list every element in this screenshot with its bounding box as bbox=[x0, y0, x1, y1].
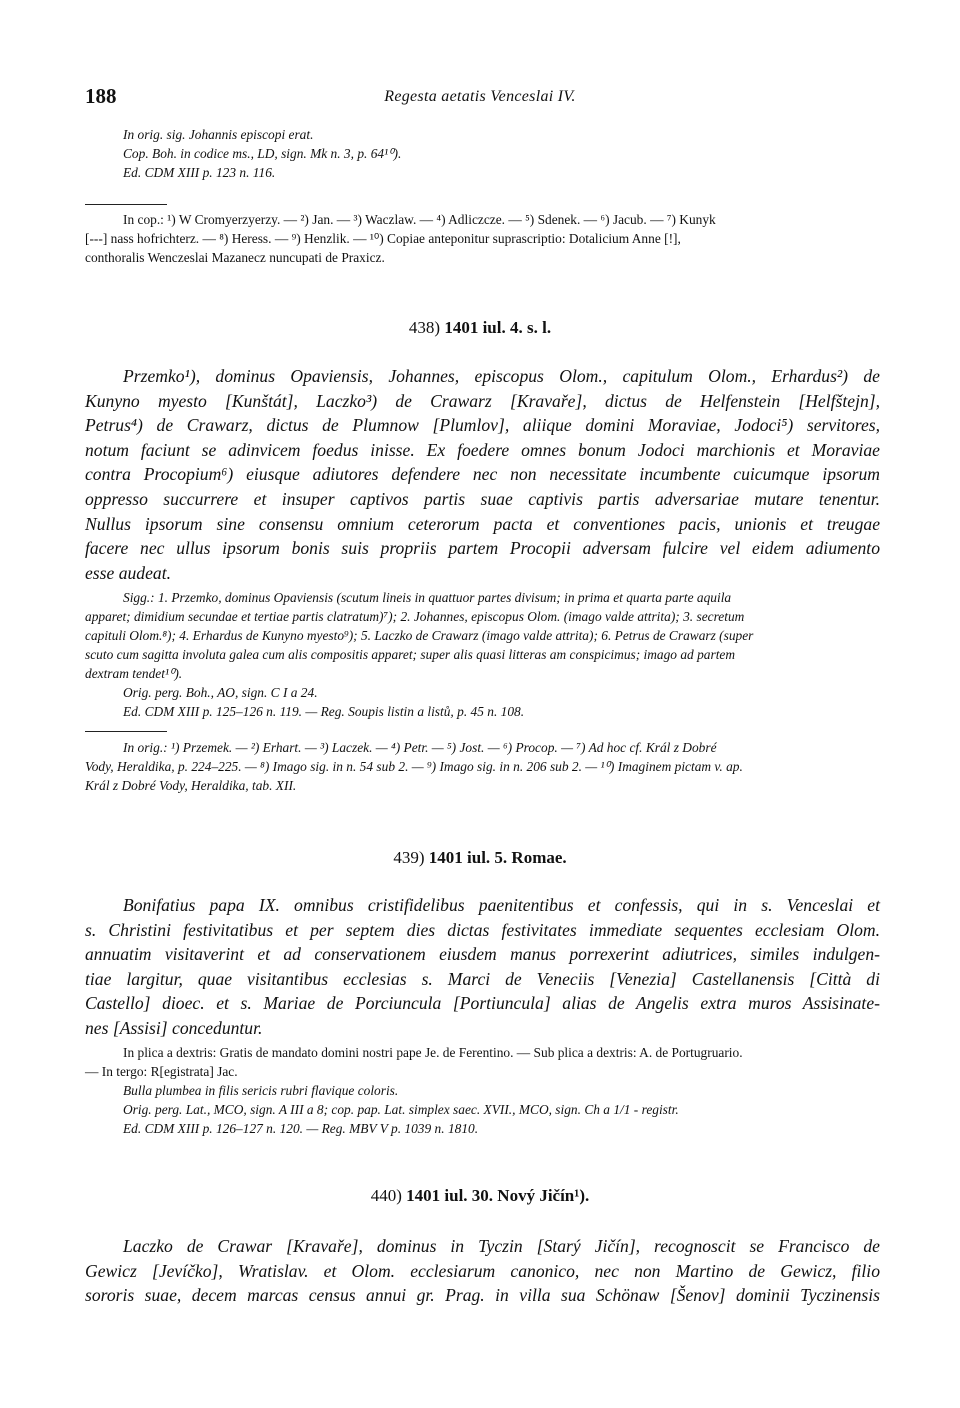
note-line: Sigg.: 1. Przemko, dominus Opaviensis (scutum lineis in quattuor partes divisum; in prima et quarta parte aquila bbox=[123, 590, 732, 605]
entry-regest bbox=[85, 1234, 880, 1308]
note-line: scuto cum sagitta involuta galea cum alis compositis apparet; super alis quasi litteras am conspicimus; imago ad partem bbox=[85, 647, 736, 662]
entry-heading bbox=[0, 848, 960, 868]
entry-notes bbox=[85, 1043, 880, 1138]
regest-line: contra Procopium⁶) eiusque adiutores defendere nec non necessitate incumbente cuicumque ipsorum bbox=[85, 464, 880, 485]
regest-line: Kunyno myesto [Kunštát], Laczko³) de Crawarz [Kravaře], dictus de Helfenstein [Helfštejn], bbox=[85, 390, 880, 411]
regest-line: Przemko¹), dominus Opaviensis, Johannes, episcopus Olom., capitulum Olom., Erhardus²) de bbox=[123, 366, 880, 386]
footnote-rule bbox=[85, 204, 167, 205]
footnote-line: conthoralis Wenczeslai Mazanecz nuncupati de Praxicz. bbox=[85, 250, 385, 265]
note-line: In orig. sig. Johannis episcopi erat. bbox=[123, 127, 314, 142]
regest-line: Castello] dioec. et s. Mariae de Porciuncula [Portiuncula] alias de Angelis extra muros Assisinate- bbox=[85, 993, 880, 1014]
regest-line: Bonifatius papa IX. omnibus cristifidelibus paenitentibus et confessis, qui in s. Venceslai et bbox=[123, 895, 880, 915]
footnote-line: [---] nass hofrichterz. — ⁸) Heress. — ⁹) Henzlik. — ¹⁰) Copiae anteponitur suprascriptio: Dotalicium Anne [!], bbox=[85, 231, 681, 246]
note-line: Ed. CDM XIII p. 125–126 n. 119. — Reg. Soupis listin a listů, p. 45 n. 108. bbox=[123, 704, 525, 719]
prev-entry-notes bbox=[85, 125, 880, 182]
regest-line: Gewicz [Jevíčko], Wratislav. et Olom. ecclesiarum canonico, nec non Martino de Gewicz, filio bbox=[85, 1260, 880, 1281]
entry-notes bbox=[85, 588, 880, 721]
regest-text bbox=[85, 364, 880, 585]
entry-date: 1401 iul. 30. Nový Jičín¹). bbox=[406, 1186, 590, 1205]
entry-number: 438) bbox=[408, 318, 441, 337]
entry-regest bbox=[85, 364, 880, 585]
regest-line: notum faciunt se adinvicem foedus inisse. Ex foedere omnes bonum Jodoci marchionis et Moraviae bbox=[85, 439, 880, 460]
note-line: — In tergo: R[egistrata] Jac. bbox=[85, 1064, 238, 1079]
regest-line: tiae largitur, quae visitantibus ecclesias s. Marci de Veneciis [Venezia] Castellanensis [Città di bbox=[85, 968, 880, 989]
entry-footnotes bbox=[85, 738, 880, 795]
regest-line: sororis suae, decem marcas census annui gr. Prag. in villa sua Schönaw [Šenov] dominii Tyczinensis bbox=[85, 1285, 880, 1306]
entry-heading bbox=[0, 1186, 960, 1206]
footnote-line: Vody, Heraldika, p. 224–225. — ⁸) Imago sig. in n. 54 sub 2. — ⁹) Imago sig. in n. 206 sub 2. — ¹⁰) Imaginem pictam v. ap. bbox=[85, 759, 743, 774]
regest-line: oppresso succurrere et insuper captivos partis suae captivis partis adversariae mutare tenentur. bbox=[85, 488, 880, 509]
entry-number: 439) bbox=[393, 848, 425, 867]
note-line: Ed. CDM XIII p. 123 n. 116. bbox=[123, 165, 276, 180]
regest-line: annuatim visitaverint et ad conservationem eiusdem manus porrexerint adiutrices, similes indulgen- bbox=[85, 944, 880, 965]
regest-line: nes [Assisi] conceduntur. bbox=[85, 1017, 263, 1038]
regest-text bbox=[85, 893, 880, 1041]
regest-text bbox=[85, 1234, 880, 1308]
prev-footnotes bbox=[85, 210, 880, 267]
regest-line: facere nec ullus ipsorum bonis suis propriis partem Procopii adversam fulcire vel eidem adiumento bbox=[85, 538, 880, 559]
note-line: Bulla plumbea in filis sericis rubri flavique coloris. bbox=[123, 1083, 399, 1098]
note-line: Cop. Boh. in codice ms., LD, sign. Mk n. 3, p. 64¹⁰). bbox=[123, 146, 402, 161]
page-number: 188 bbox=[85, 84, 117, 108]
entry-heading bbox=[0, 318, 960, 338]
footnote-line: In orig.: ¹) Przemek. — ²) Erhart. — ³) Laczek. — ⁴) Petr. — ⁵) Jost. — ⁶) Procop. — ⁷) Ad hoc cf. Král z Dobré bbox=[123, 740, 717, 755]
entry-date: 1401 iul. 5. Romae. bbox=[428, 848, 567, 867]
regest-line: Nullus ipsorum sine consensu omnium ceterorum pacta et conventiones pacis, unionis et treugae bbox=[85, 513, 880, 534]
footnote-rule bbox=[85, 731, 167, 732]
regest-line: Petrus⁴) de Crawarz, dictus de Plumnow [Plumlov], aliique domini Moraviae, Jodoci⁵) servitores, bbox=[85, 415, 880, 436]
footnote-line: In cop.: ¹) W Cromyerzyerzy. — ²) Jan. — ³) Waczlaw. — ⁴) Adliczcze. — ⁵) Sdenek. — ⁶) Jacub. — ⁷) Kunyk bbox=[123, 212, 716, 227]
note-line: In plica a dextris: Gratis de mandato domini nostri pape Je. de Ferentino. — Sub plica a dextris: A. de Portugruario. bbox=[123, 1045, 743, 1060]
note-line: Orig. perg. Lat., MCO, sign. A III a 8; cop. pap. Lat. simplex saec. XVII., MCO, sign. Ch a 1/1 - registr. bbox=[123, 1102, 679, 1117]
entry-number: 440) bbox=[370, 1186, 402, 1205]
regest-line: s. Christini festivitatibus et per septem dies dictas festivitates immediate sequentes ecclesiam Olom. bbox=[85, 919, 880, 940]
regest-line: Laczko de Crawar [Kravaře], dominus in Tyczin [Starý Jičín], recognoscit se Francisco de bbox=[123, 1236, 880, 1256]
note-line: Orig. perg. Boh., AO, sign. C I a 24. bbox=[123, 685, 318, 700]
note-line: capituli Olom.⁸); 4. Erhardus de Kunyno myesto⁹); 5. Laczko de Crawarz (imago valde attrita); 6. Petrus de Crawarz (super bbox=[85, 628, 754, 643]
note-line: apparet; dimidium secundae et tertiae partis clatratum)⁷); 2. Johannes, episcopus Olom. (imago valde attrita); 3. secretum bbox=[85, 609, 745, 624]
note-line: dextram tendet¹⁰). bbox=[85, 666, 183, 681]
regest-line: esse audeat. bbox=[85, 562, 171, 583]
footnote-line: Král z Dobré Vody, Heraldika, tab. XII. bbox=[85, 778, 297, 793]
entry-date: 1401 iul. 4. s. l. bbox=[444, 318, 552, 337]
entry-regest bbox=[85, 893, 880, 1041]
note-line: Ed. CDM XIII p. 126–127 n. 120. — Reg. MBV V p. 1039 n. 1810. bbox=[123, 1121, 479, 1136]
running-head: Regesta aetatis Venceslai IV. bbox=[384, 88, 576, 105]
